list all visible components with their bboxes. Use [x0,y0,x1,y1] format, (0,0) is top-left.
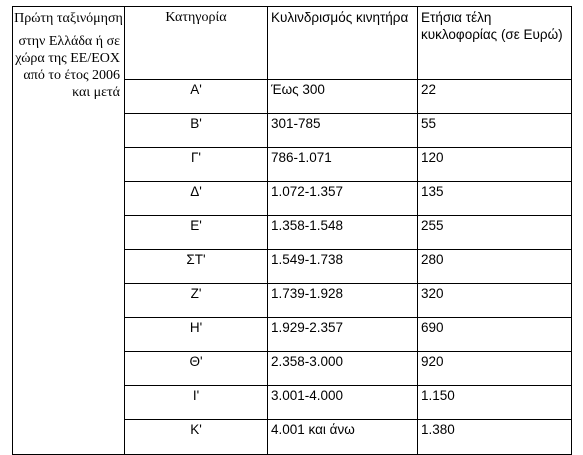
cell-engine-cc: 3.001-4.000 [268,386,418,420]
cell-annual-fee: 120 [418,148,572,182]
header-engine-cc: Κυλινδρισμός κινητήρα [268,7,418,80]
category-label: Δ' [190,184,202,199]
first-registration-heading: Πρώτη ταξινόμηση [14,11,123,26]
cell-category [125,420,268,455]
cell-annual-fee: 255 [418,216,572,250]
cell-annual-fee: 280 [418,250,572,284]
cell-category [125,216,268,250]
cell-annual-fee: 690 [418,318,572,352]
cell-annual-fee: 920 [418,352,572,386]
cell-annual-fee: 1.150 [418,386,572,420]
cell-category [125,386,268,420]
cell-annual-fee: 22 [418,80,572,114]
cell-engine-cc: 1.549-1.738 [268,250,418,284]
cell-engine-cc: 786-1.071 [268,148,418,182]
category-label: Α' [190,82,202,97]
first-registration-note [13,27,124,101]
cell-category [125,284,268,318]
cell-engine-cc: 1.358-1.548 [268,216,418,250]
cell-category [125,148,268,182]
category-label: Ι' [192,388,200,403]
table-header-row [13,7,572,80]
header-annual-fee: Ετήσια τέλη κυκλοφορίας (σε Ευρώ) [418,7,572,80]
cell-category [125,318,268,352]
category-label: Η' [189,320,203,335]
cell-category [125,250,268,284]
cell-annual-fee: 320 [418,284,572,318]
cell-category [125,114,268,148]
category-label: Θ' [189,354,203,369]
category-label: Γ' [190,150,201,165]
cell-engine-cc: 1.739-1.928 [268,284,418,318]
category-label: Ε' [190,218,202,233]
category-label: Ζ' [190,286,202,301]
cell-engine-cc: 301-785 [268,114,418,148]
cell-category [125,352,268,386]
cell-engine-cc: 4.001 και άνω [268,420,418,455]
category-label: Κ' [190,422,202,437]
first-registration-note-text: στην Ελλάδα ή σε χώρα της ΕΕ/ΕΟΧ από το έτος 2006 και μετά [15,34,120,100]
cell-annual-fee: 1.380 [418,420,572,455]
circulation-tax-table [12,6,572,455]
cell-annual-fee: 135 [418,182,572,216]
category-label: ΣΤ' [186,252,206,267]
cell-engine-cc: 1.072-1.357 [268,182,418,216]
cell-engine-cc: 2.358-3.000 [268,352,418,386]
cell-category [125,80,268,114]
table-body [13,7,572,455]
cell-annual-fee: 55 [418,114,572,148]
cell-engine-cc: 1.929-2.357 [268,318,418,352]
header-category: Κατηγορία [125,7,268,80]
cell-engine-cc: Έως 300 [268,80,418,114]
first-registration-cell [13,7,125,455]
cell-category [125,182,268,216]
category-label: Β' [190,116,202,131]
